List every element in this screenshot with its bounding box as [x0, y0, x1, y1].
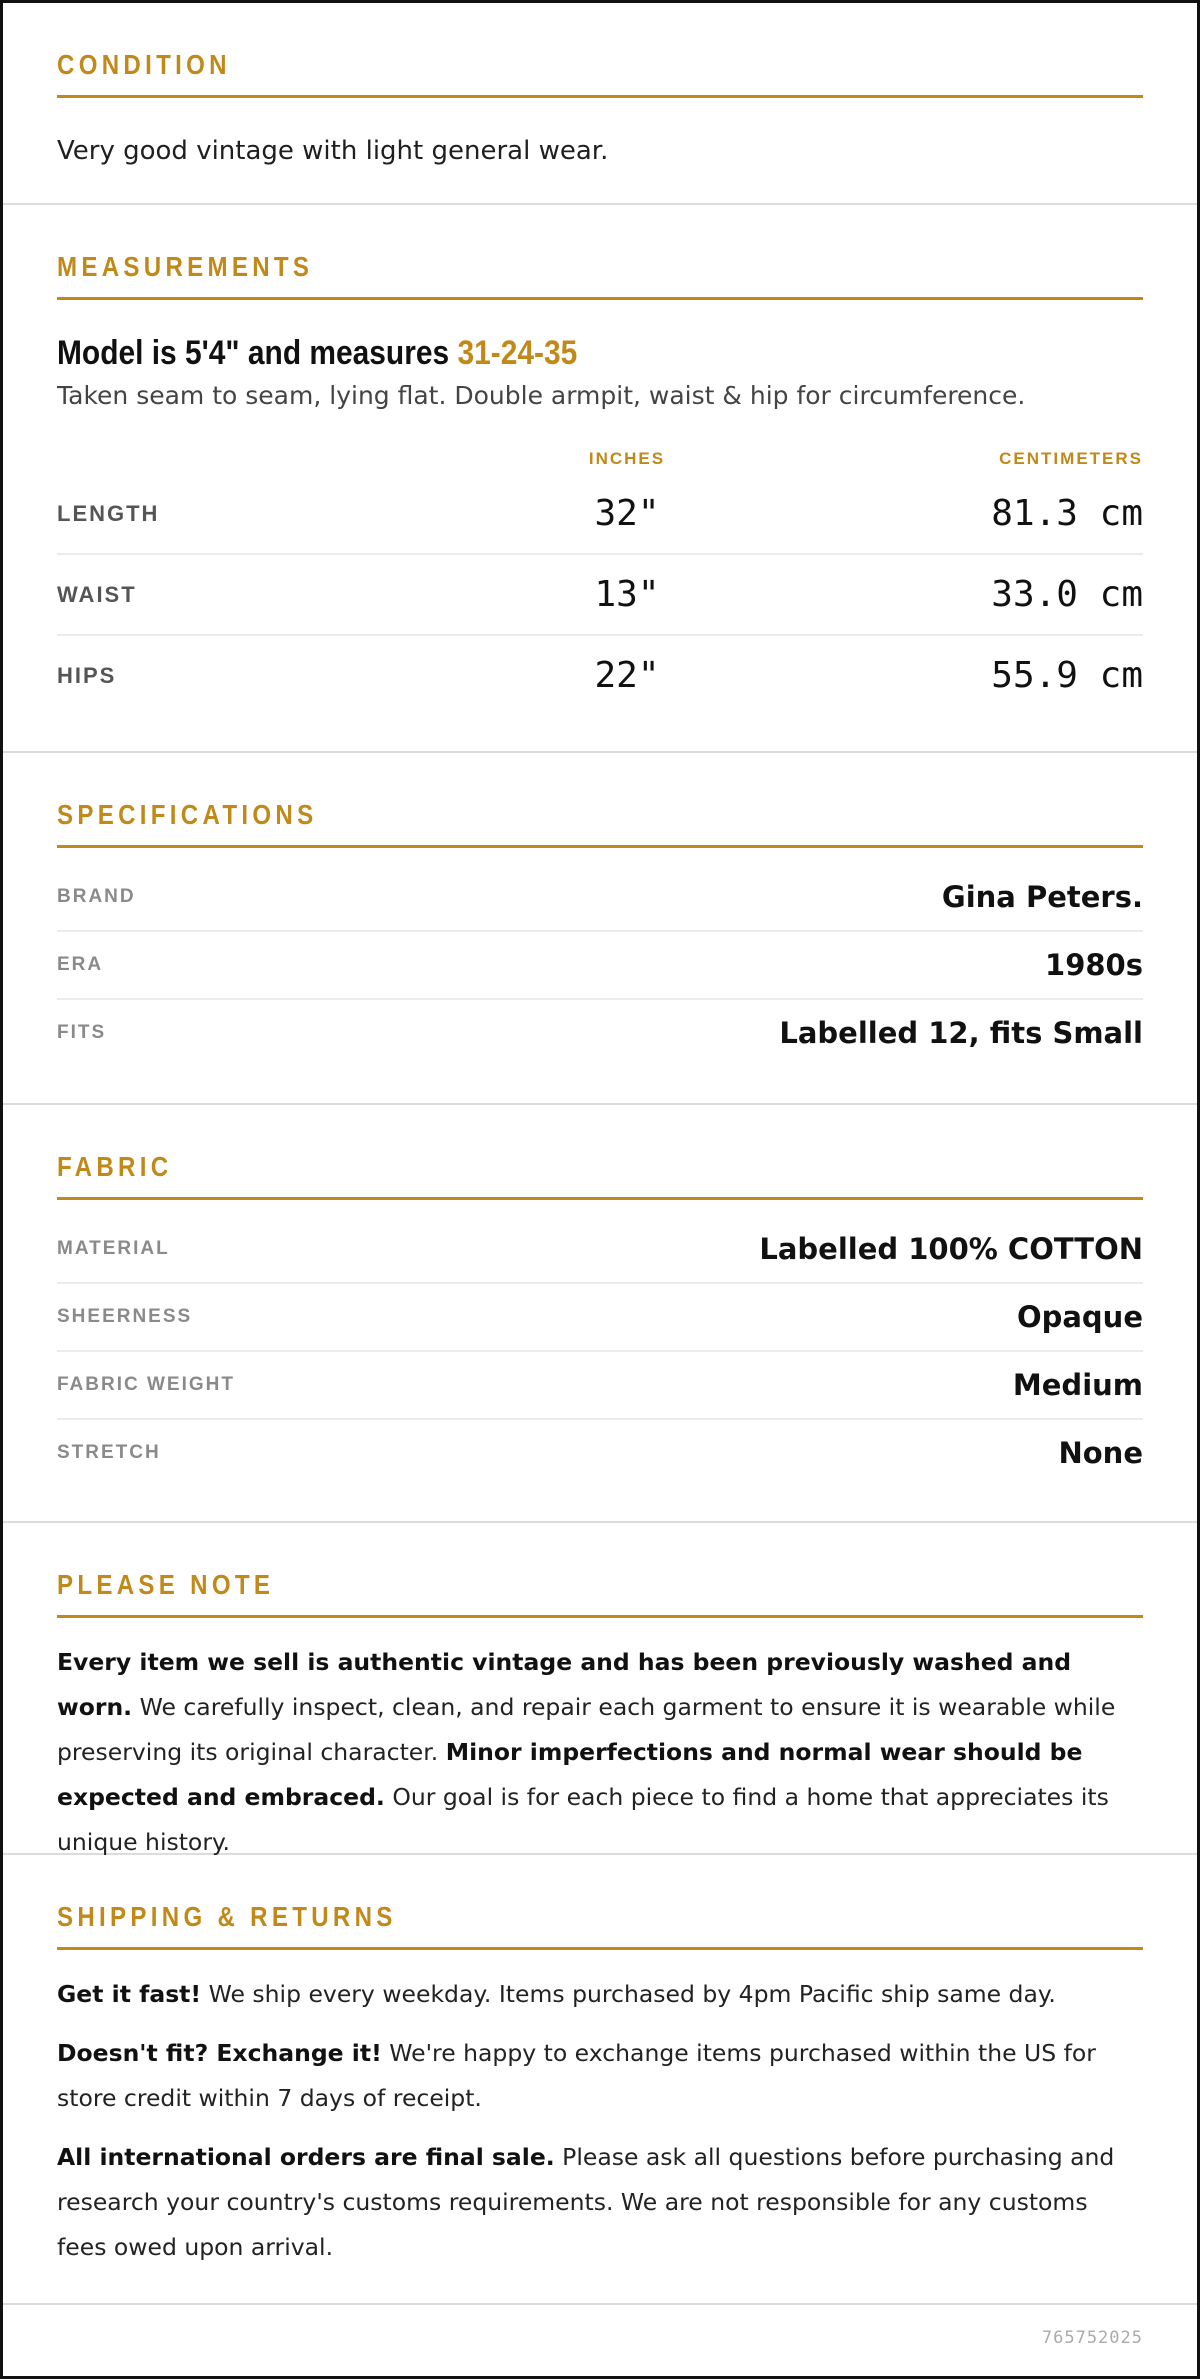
measurements-rule	[57, 297, 1143, 300]
fabric-heading: FABRIC	[57, 1151, 173, 1182]
fabric-list	[57, 1216, 1143, 1506]
model-prefix: Model is 5'4" and measures	[57, 334, 458, 372]
fabric-value: None	[1058, 1436, 1143, 1470]
note-text-1: We carefully inspect, clean, and repair each garment to ensure it is wearable while preserving its original character.	[57, 1693, 1116, 1766]
fabric-value: Opaque	[1016, 1300, 1143, 1334]
measurement-table	[57, 474, 1143, 737]
measurement-inches: 22"	[594, 655, 660, 696]
ship-text-2: We're happy to exchange items purchased within the US for store credit within 7 days of receipt.	[57, 2039, 1096, 2112]
condition-section	[3, 3, 1197, 205]
spec-value: Labelled 12, fits Small	[779, 1016, 1143, 1050]
list-item	[57, 1216, 1143, 1284]
ship-bold-1: Get it fast!	[57, 1980, 202, 2008]
list-item	[57, 1420, 1143, 1486]
measurement-label: WAIST	[57, 581, 137, 607]
table-row	[57, 474, 1143, 555]
measurement-label: HIPS	[57, 662, 117, 688]
spec-value: 1980s	[1045, 948, 1143, 982]
measurement-cm: 55.9 cm	[991, 655, 1143, 696]
fabric-key: MATERIAL	[57, 1238, 170, 1259]
measurement-cm: 33.0 cm	[991, 574, 1143, 615]
please-note-section	[3, 1523, 1197, 1855]
condition-text: Very good vintage with light general wear.	[57, 136, 609, 166]
fabric-section	[3, 1105, 1197, 1523]
fabric-key: SHEERNESS	[57, 1306, 193, 1327]
measurement-label: LENGTH	[57, 500, 160, 526]
ship-bold-3: All international orders are final sale.	[57, 2143, 555, 2171]
specifications-list	[57, 864, 1143, 1086]
measurement-method-note: Taken seam to seam, lying flat. Double armpit, waist & hip for circumference.	[57, 381, 1026, 410]
spec-value: Gina Peters.	[941, 880, 1143, 914]
ship-text-1: We ship every weekday. Items purchased by 4pm Pacific ship same day.	[201, 1980, 1056, 2008]
fabric-value: Labelled 100% COTTON	[759, 1232, 1143, 1266]
measurement-table-header	[57, 444, 1143, 474]
table-row	[57, 636, 1143, 715]
note-bold-2: Minor imperfections and normal wear should be expected and embraced.	[57, 1738, 1083, 1811]
fabric-rule	[57, 1197, 1143, 1200]
fabric-key: FABRIC WEIGHT	[57, 1374, 235, 1395]
please-note-rule	[57, 1615, 1143, 1618]
measurements-section	[3, 205, 1197, 753]
shipping-section	[3, 1855, 1197, 2305]
ship-text-3: Please ask all questions before purchasing and research your country's customs requirements. We are not responsible for any customs fees owed upon arrival.	[57, 2143, 1115, 2261]
table-row	[57, 555, 1143, 636]
condition-rule	[57, 95, 1143, 98]
spec-key: BRAND	[57, 886, 136, 907]
note-text-2: Our goal is for each piece to find a home that appreciates its unique history.	[57, 1783, 1109, 1856]
list-item	[57, 1352, 1143, 1420]
condition-heading: CONDITION	[57, 49, 231, 80]
shipping-heading: SHIPPING & RETURNS	[57, 1901, 397, 1932]
shipping-paragraph	[57, 1972, 1143, 2017]
sku-number: 765752025	[1041, 2328, 1143, 2348]
exchange-paragraph	[57, 2031, 1143, 2121]
specifications-rule	[57, 845, 1143, 848]
international-paragraph	[57, 2135, 1143, 2270]
model-measurements	[57, 334, 1013, 373]
measurement-inches: 13"	[594, 574, 660, 615]
model-figures: 31-24-35	[457, 334, 578, 372]
spec-key: ERA	[57, 954, 104, 975]
fabric-key: STRETCH	[57, 1442, 161, 1463]
list-item	[57, 864, 1143, 932]
please-note-heading: PLEASE NOTE	[57, 1569, 275, 1600]
list-item	[57, 932, 1143, 1000]
measurement-inches: 32"	[594, 493, 660, 534]
measurements-heading: MEASUREMENTS	[57, 251, 314, 282]
list-item	[57, 1284, 1143, 1352]
specifications-section	[3, 753, 1197, 1105]
ship-bold-2: Doesn't fit? Exchange it!	[57, 2039, 382, 2067]
centimeters-column-header: CENTIMETERS	[999, 449, 1143, 468]
specifications-heading: SPECIFICATIONS	[57, 799, 318, 830]
please-note-paragraph	[57, 1640, 1143, 1865]
shipping-rule	[57, 1947, 1143, 1950]
spec-key: FITS	[57, 1022, 107, 1043]
note-bold-1: Every item we sell is authentic vintage and has been previously washed and worn.	[57, 1648, 1072, 1721]
fabric-value: Medium	[1012, 1368, 1143, 1402]
list-item	[57, 1000, 1143, 1066]
shipping-body	[57, 1972, 1143, 2322]
inches-column-header: INCHES	[588, 449, 666, 468]
measurement-cm: 81.3 cm	[991, 493, 1143, 534]
